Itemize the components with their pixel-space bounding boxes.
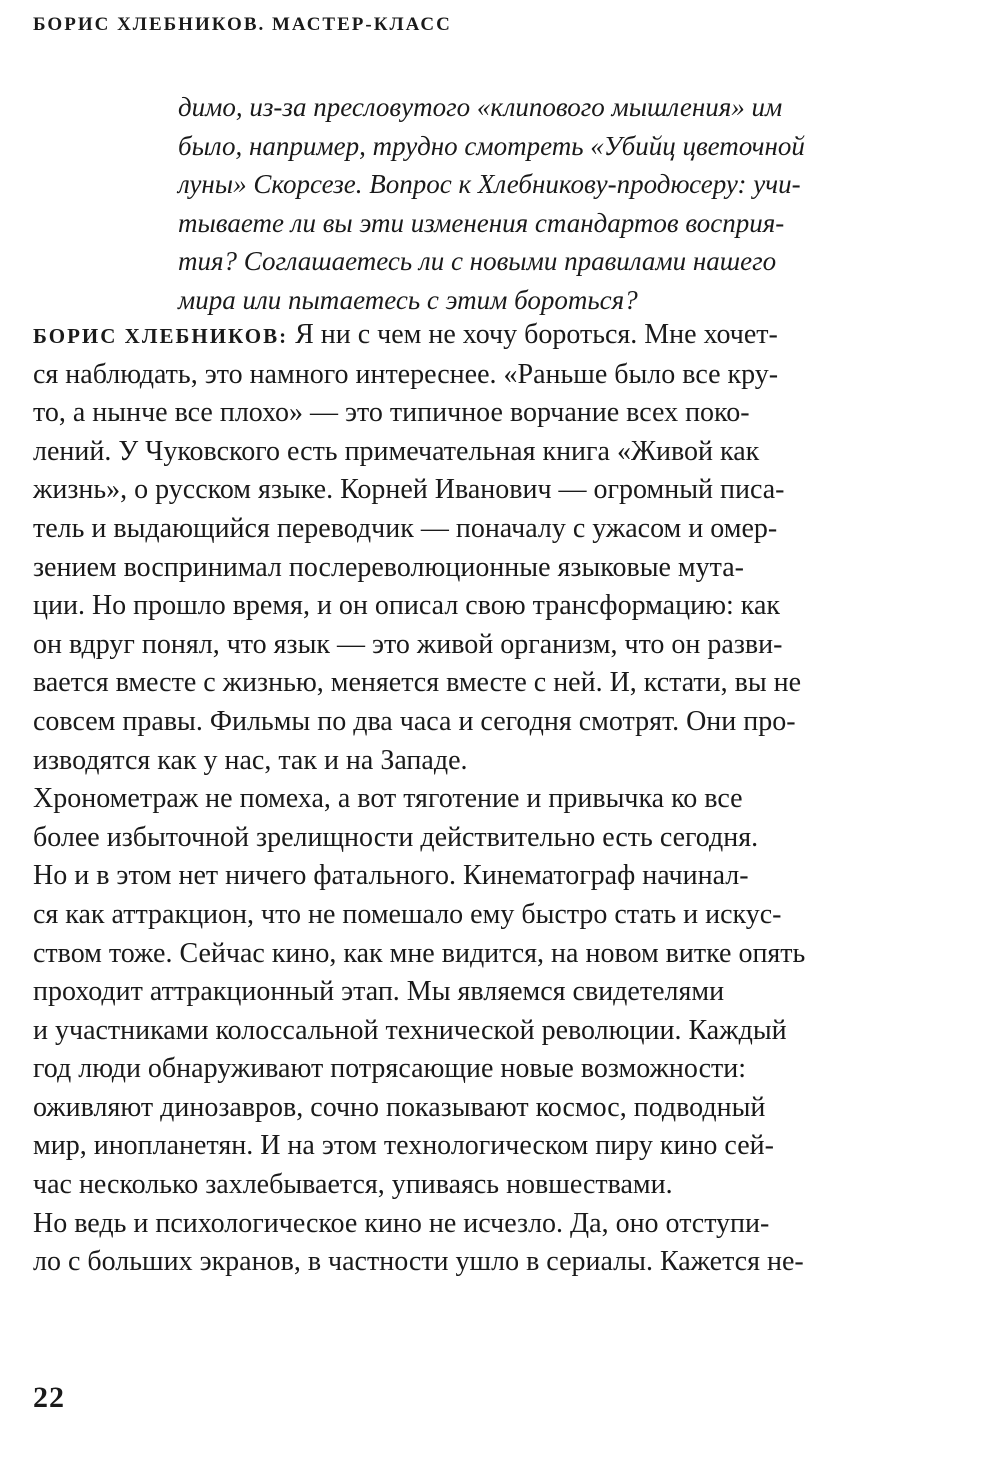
answer-line: мир, инопланетян. И на этом технологическом пиру кино сей- (33, 1130, 774, 1162)
answer-line: ством тоже. Сейчас кино, как мне видится, на новом витке опять (33, 937, 806, 969)
page-number: 22 (33, 1381, 65, 1414)
answer-line: он вдруг понял, что язык — это живой организм, что он разви- (33, 628, 783, 660)
question-line: было, например, трудно смотреть «Убийц цветочной (178, 130, 805, 161)
answer-line: жизнь», о русском языке. Корней Иванович — огромный писа- (33, 474, 785, 506)
answer-line: ции. Но прошло время, и он описал свою трансформацию: как (33, 590, 780, 622)
answer-line: совсем правы. Фильмы по два часа и сегодня смотрят. Они про- (33, 705, 796, 737)
answer-line: ло с больших экранов, в частности ушло в сериалы. Кажется не- (33, 1246, 804, 1278)
answer-line: час несколько захлебывается, упиваясь новшествами. (33, 1169, 673, 1201)
running-head: БОРИС ХЛЕБНИКОВ. МАСТЕР-КЛАСС (33, 14, 452, 35)
answer-first-line (33, 316, 883, 356)
answer-line: изводятся как у нас, так и на Западе. (33, 744, 468, 776)
question-line: тываете ли вы эти изменения стандартов восприя- (178, 207, 785, 238)
answer-line: Хронометраж не помеха, а вот тяготение и привычка ко все (33, 783, 743, 815)
answer-line: год люди обнаруживают потрясающие новые возможности: (33, 1053, 747, 1085)
answer-line: проходит аттракционный этап. Мы являемся свидетелями (33, 976, 725, 1008)
answer-first-line-text: Я ни с чем не хочу бороться. Мне хочет- (288, 319, 778, 350)
question-line: димо, из-за пресловутого «клипового мышления» им (178, 92, 783, 122)
answer-line: лений. У Чуковского есть примечательная книга «Живой как (33, 435, 760, 467)
question-line: тия? Соглашаетесь ли с новыми правилами нашего (178, 246, 777, 276)
answer-line: ся как аттракцион, что не помешало ему быстро стать и искус- (33, 898, 782, 930)
question-block (178, 88, 878, 319)
answer-line: Но ведь и психологическое кино не исчезло. Да, оно отступи- (33, 1207, 770, 1239)
answer-line: зением воспринимал послереволюционные языковые мута- (33, 551, 744, 583)
answer-line: вается вместе с жизнью, меняется вместе с ней. И, кстати, вы не (33, 667, 802, 699)
answer-block (33, 316, 883, 1282)
answer-line: ся наблюдать, это намного интереснее. «Раньше было все кру- (33, 358, 779, 390)
question-line: луны» Скорсезе. Вопрос к Хлебникову-продюсеру: учи- (178, 169, 801, 199)
speaker-name: БОРИС ХЛЕБНИКОВ: (33, 324, 289, 348)
answer-line: оживляют динозавров, сочно показывают космос, подводный (33, 1091, 766, 1123)
answer-line: тель и выдающийся переводчик — поначалу с ужасом и омер- (33, 512, 778, 544)
answer-line: более избыточной зрелищности действительно есть сегодня. (33, 821, 759, 853)
answer-line: Но и в этом нет ничего фатального. Кинематограф начинал- (33, 860, 749, 892)
answer-line: и участниками колоссальной технической революции. Каждый (33, 1014, 787, 1046)
question-line: мира или пытаетесь с этим бороться? (178, 284, 638, 315)
answer-line: то, а нынче все плохо» — это типичное ворчание всех поко- (33, 397, 750, 429)
